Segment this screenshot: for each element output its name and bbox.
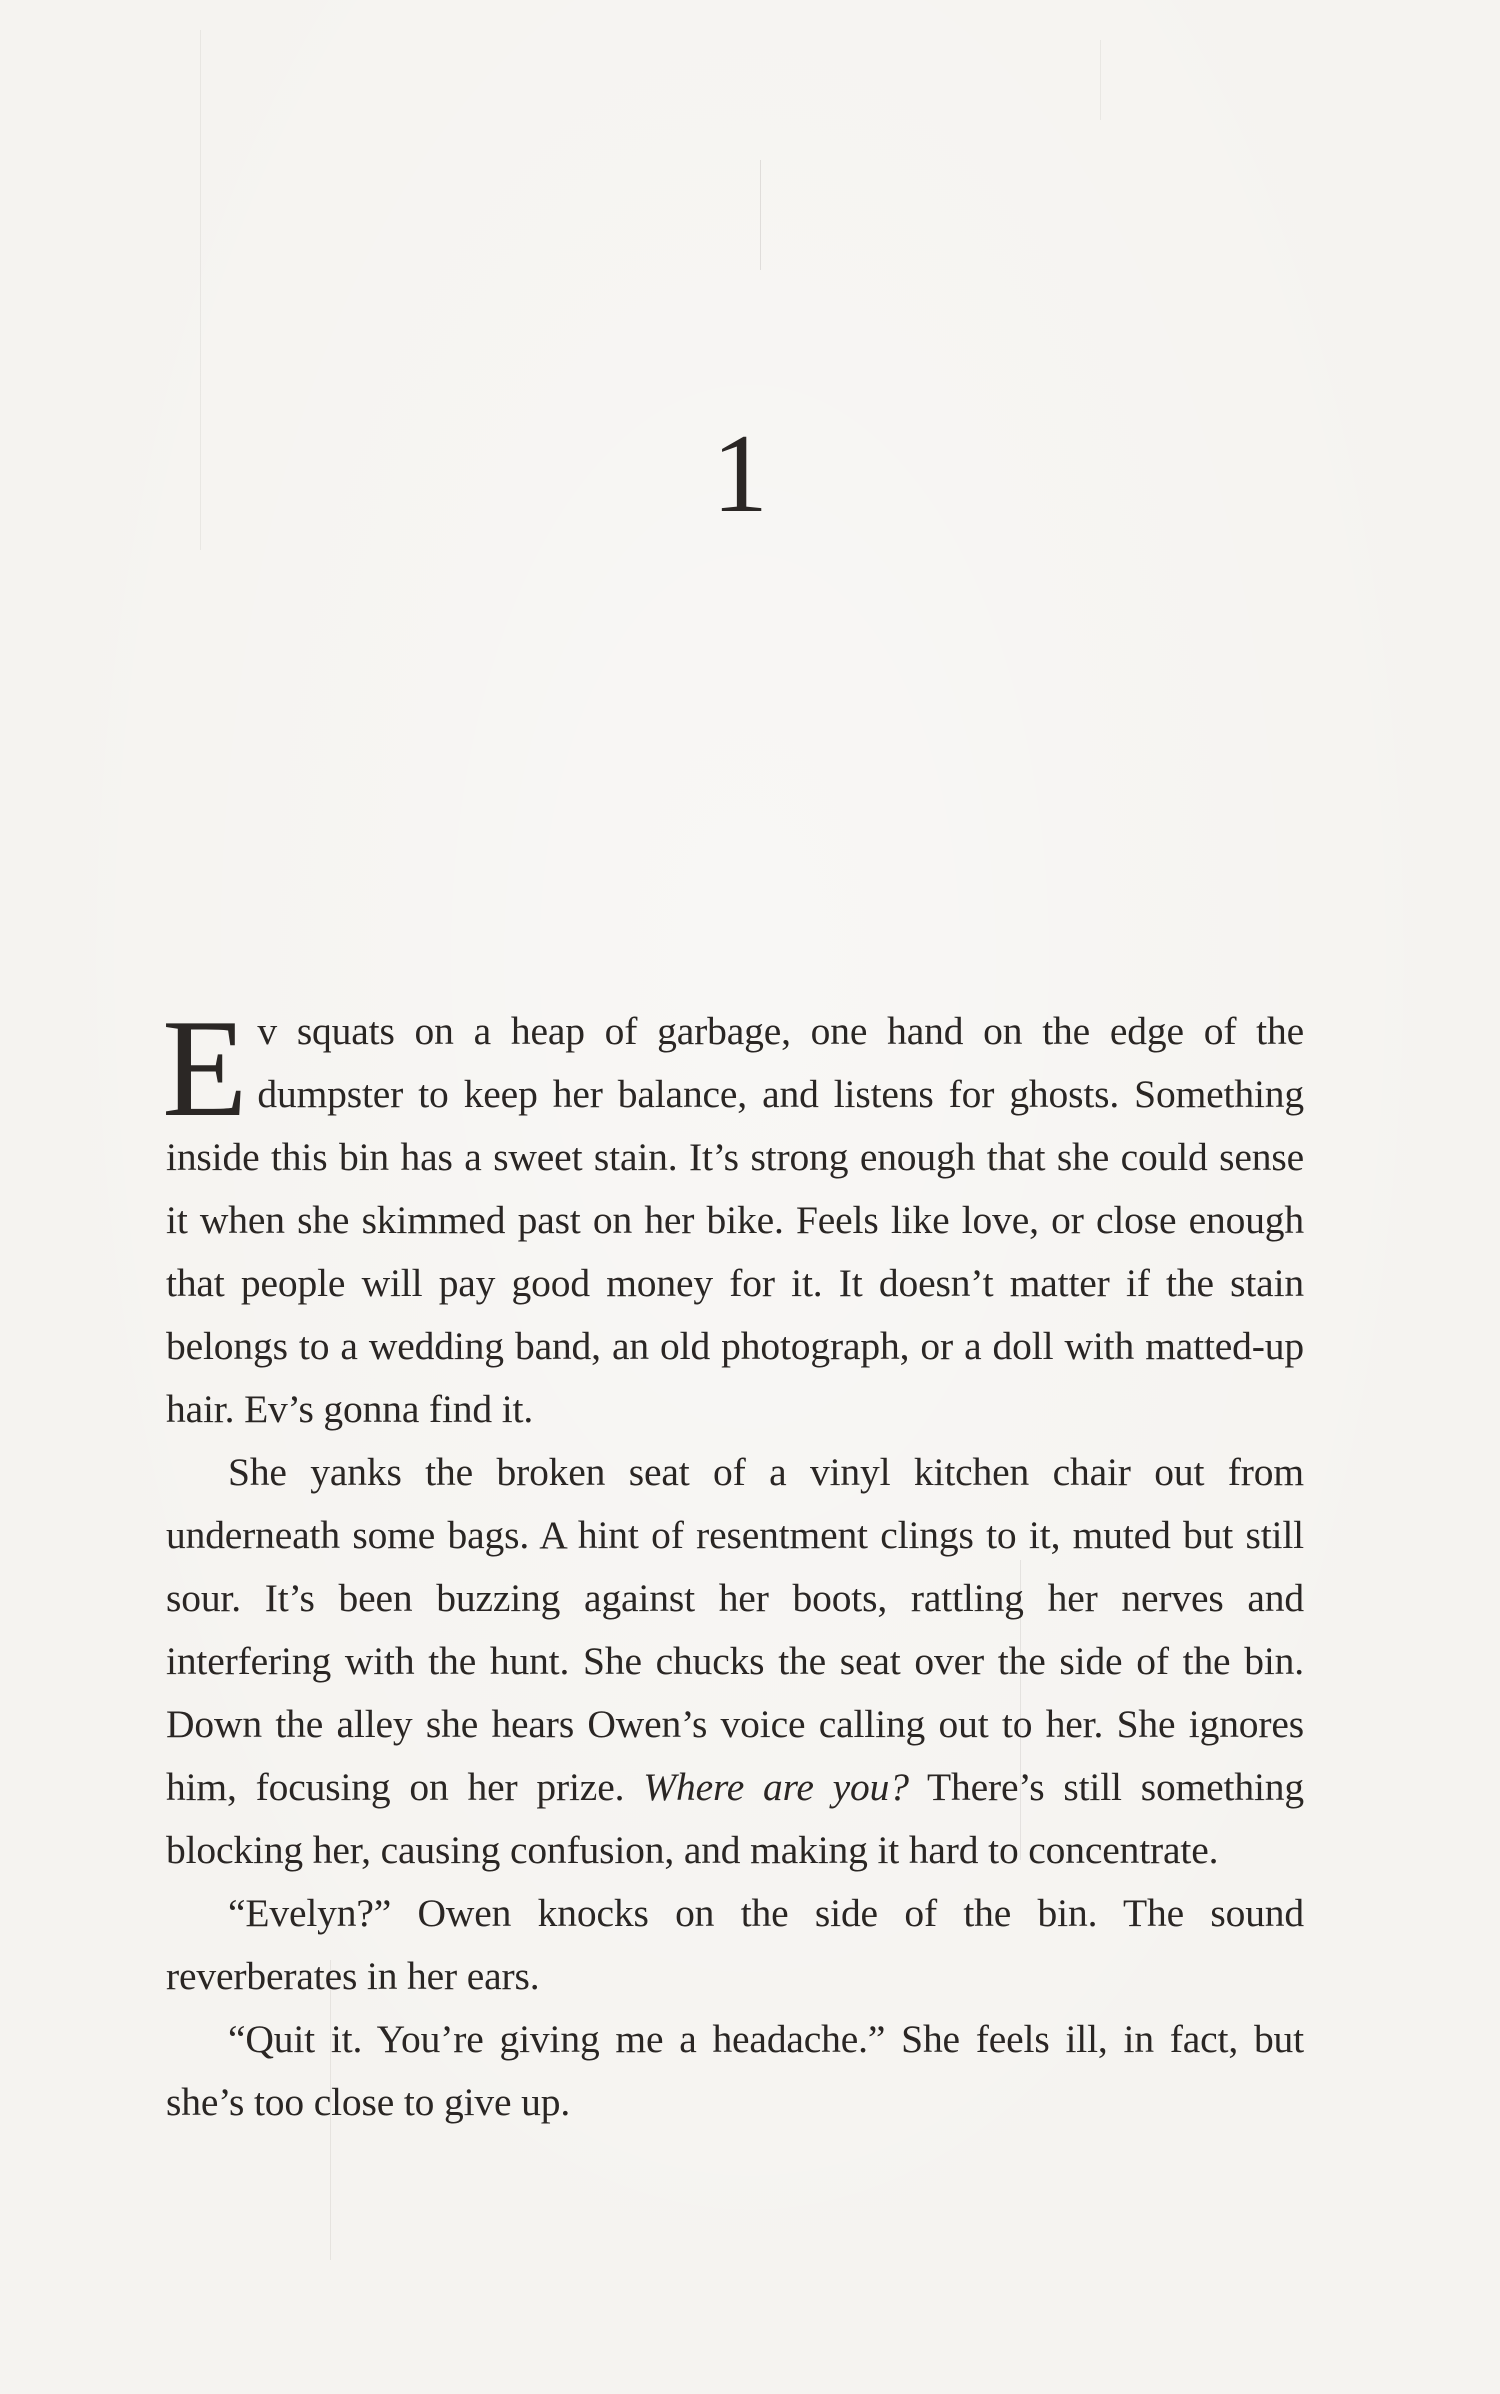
paragraph-text: She yanks the broken seat of a vinyl kitchen chair out from underneath some bags. A hint of resentment clings to it, muted but still sour. It’s been buzzing against her boots, rattling her nerves and interfering with the hunt. She chucks the seat over the side of the bin. Down the alley she hears Owen’s voice calling out to her. She ignores him, focusing on her prize. <box>166 1450 1304 1809</box>
paragraph-text: “Evelyn?” Owen knocks on the side of the bin. The sound reverberates in her ears. <box>166 1891 1304 1998</box>
paragraph-text: v squats on a heap of garbage, one hand on the edge of the dumpster to keep her balance, and listens for ghosts. Something inside this bin has a sweet stain. It’s strong enough that she could sense it when she skimmed past on her bike. Feels like love, or close enough that people will pay good money for it. It doesn’t matter if the stain belongs to a wedding band, an old photograph, or a doll with matted-up hair. Ev’s gonna find it. <box>166 1009 1304 1431</box>
chapter-number: 1 <box>712 412 768 536</box>
paragraph-1 <box>162 991 1304 1441</box>
paragraph-3 <box>166 1882 1304 2008</box>
italic-phrase: Where are you? <box>643 1765 909 1809</box>
paragraph-text: There’s still something blocking her, causing confusion, and making it hard to concentrate. <box>166 1765 1305 1872</box>
chapter-body <box>162 991 1305 2134</box>
drop-cap: E <box>162 991 248 1146</box>
scan-artifact <box>760 160 761 270</box>
scan-artifact <box>1100 40 1101 120</box>
paragraph-4 <box>166 2008 1304 2134</box>
paragraph-text: “Quit it. You’re giving me a headache.” She feels ill, in fact, but she’s too close to give up. <box>166 2017 1304 2124</box>
paragraph-2 <box>166 1441 1304 1882</box>
